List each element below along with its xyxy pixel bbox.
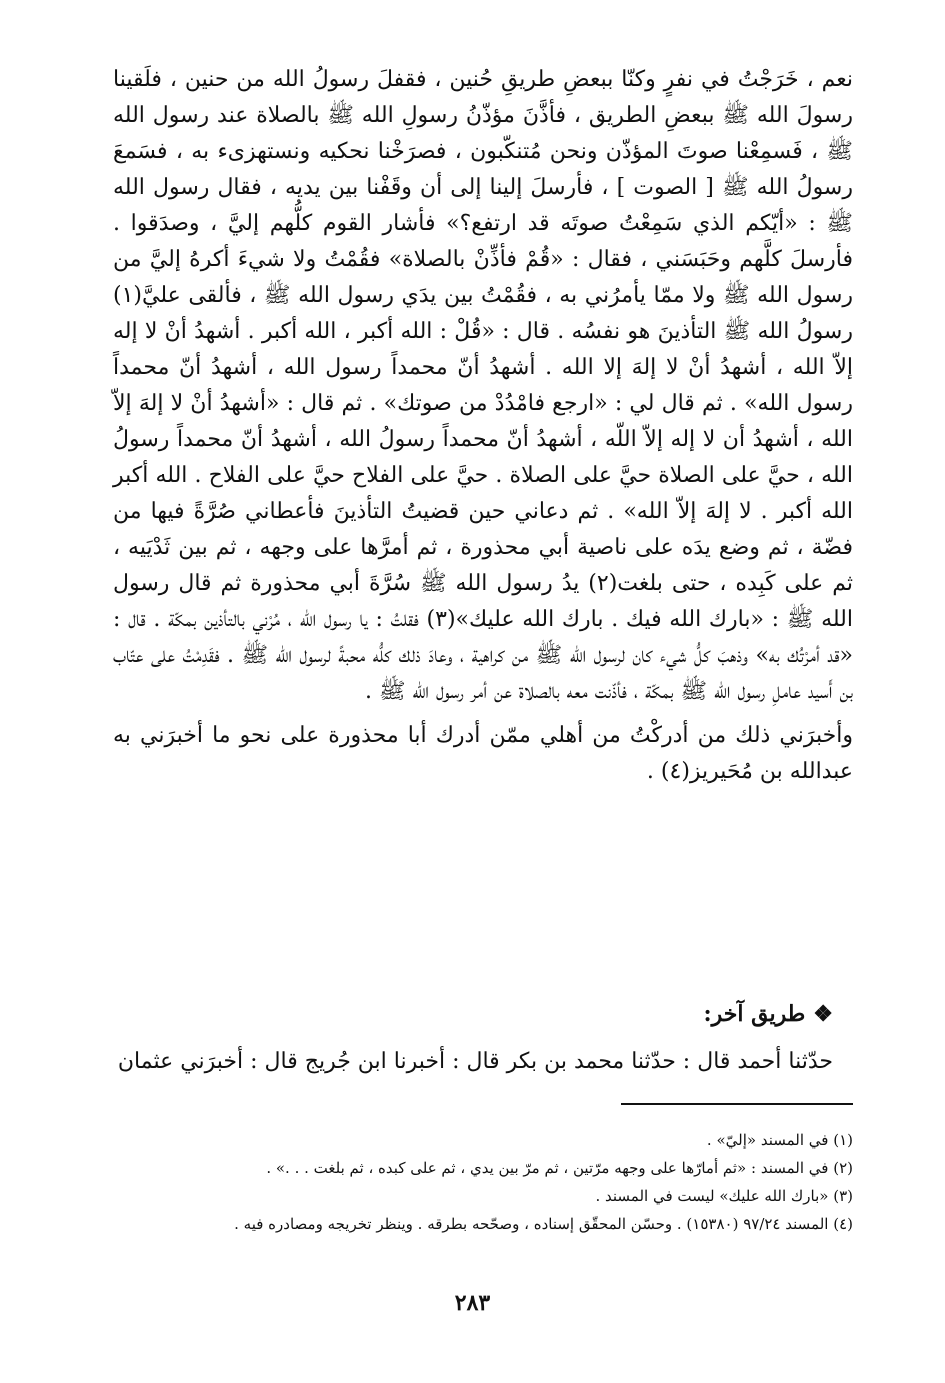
section-heading <box>704 996 833 1032</box>
hadith-paragraph: نعم ، خَرَجْتُ في نفرٍ وكنّا ببعضِ طريقِ حُنين ، فقفلَ رسولُ الله من حنين ، فلَقينا رسولَ الله ﷺ ببعضِ الطريق ، فأذَّنَ مؤذّنُ رسولِ الله ﷺ بالصلاة عند رسول الله ﷺ ، فَسمِعْنا صوتَ المؤذّن ونحن مُتنكّبون ، فصرَخْنا نحكيه ونستهزىء به ، فسَمعَ رسولُ الله ﷺ [ الصوت ] ، فأرسلَ إلينا إلى أن وقَفْنا بين يديه ، فقال رسول الله ﷺ : «أيّكم الذي سَمِعْتُ صوتَه قد ارتفع؟» فأشار القوم كلُّهم إليَّ ، وصدَقوا . فأرسلَ كلَّهم وحَبَسَني ، فقال : «قُمْ فأذِّنْ بالصلاة» فقُمْتُ ولا شيءَ أكرهُ إليَّ من رسول الله ﷺ ولا ممّا يأمرُني به ، فقُمْتُ بين يدَي رسول الله ﷺ ، فألقى عليَّ(١) رسولُ الله ﷺ التأذينَ هو نفسُه . قال : «قُلْ : الله أكبر ، الله أكبر . أشهدُ أنْ لا إله إلاّ الله ، أشهدُ أنْ لا إلهَ إلا الله . أشهدُ أنّ محمداً رسول الله ، أشهدُ أنّ محمداً رسول الله» . ثم قال لي : «ارجع فامْدُدْ من صوتك» . ثم قال : «أشهدُ أنْ لا إلهَ إلاّ الله ، أشهدُ أن لا إله إلاّ اللّه ، أشهدُ أنّ محمداً رسولُ الله ، أشهدُ أنّ محمداً رسولُ الله ، حيَّ على الصلاة حيَّ على الصلاة . حيَّ على الفلاح حيَّ على الفلاح . الله أكبر الله أكبر . لا إلهَ إلاّ الله» . ثم دعاني حين قضيتُ التأذينَ فأعطاني صُرَّةً فيها من فضّة ، ثم وضع يدَه على ناصية أبي محذورة ، ثم أمرَّها على وجهه ، ثم بين ثَدْيَيه ، ثم على كَبِده ، حتى بلغت(٢) يدُ رسول الله ﷺ سُرَّةَ أبي محذورة ثم قال رسول الله ﷺ : «بارك الله فيك . بارك الله عليك»(٣) فقلتُ : يا رسول الله ، مُرْني بالتأذين بمكّة . قال : «قد أمرْتُك به» وذهبَ كلُّ شيء كان لرسول الله ﷺ من كراهية ، وعادَ ذلك كلُّه محبةً لرسول الله ﷺ . فقَدِمْتُ على عتّاب بن أَسيد عاملِ رسول الله ﷺ بمكّة ، فأذّنت معه بالصلاة عن أمر رسول الله ﷺ . <box>113 67 853 704</box>
diamond-bullet-icon: ❖ <box>813 1001 833 1027</box>
footnotes <box>113 1126 853 1238</box>
chain-of-narration-line: حدّثنا أحمد قال : حدّثنا محمد بن بكر قال : أخبرنا ابن جُريج قال : أخبرَني عثمان <box>117 1049 833 1074</box>
footnote-3: (٣) «بارك الله عليك» ليست في المسند . <box>595 1187 853 1205</box>
page-number: ٢٨٣ <box>454 1290 491 1316</box>
footnote-2: (٢) في المسند : «ثم أمارّها على وجهه مرّتين ، ثم مرّ بين يدي ، ثم على كبده ، ثم بلغت . . .» . <box>266 1159 853 1177</box>
main-text-block <box>113 62 853 790</box>
section-heading-text: طريق آخر: <box>703 1001 806 1027</box>
footnote-separator <box>621 1103 853 1105</box>
footnote-4: (٤) المسند ٩٧/٢٤ (١٥٣٨٠) . وحسّن المحقّق إسناده ، وصحّحه بطرقه . وينظر تخريجه ومصادره فيه . <box>234 1215 853 1233</box>
footnote-1: (١) في المسند «إليّ» . <box>706 1131 853 1149</box>
narration-paragraph: وأخبرَني ذلك من أدركْتُ من أهلي ممّن أدرك أبا محذورة على نحو ما أخبرَني به عبدالله بن مُحَيريز(٤) . <box>113 723 853 784</box>
